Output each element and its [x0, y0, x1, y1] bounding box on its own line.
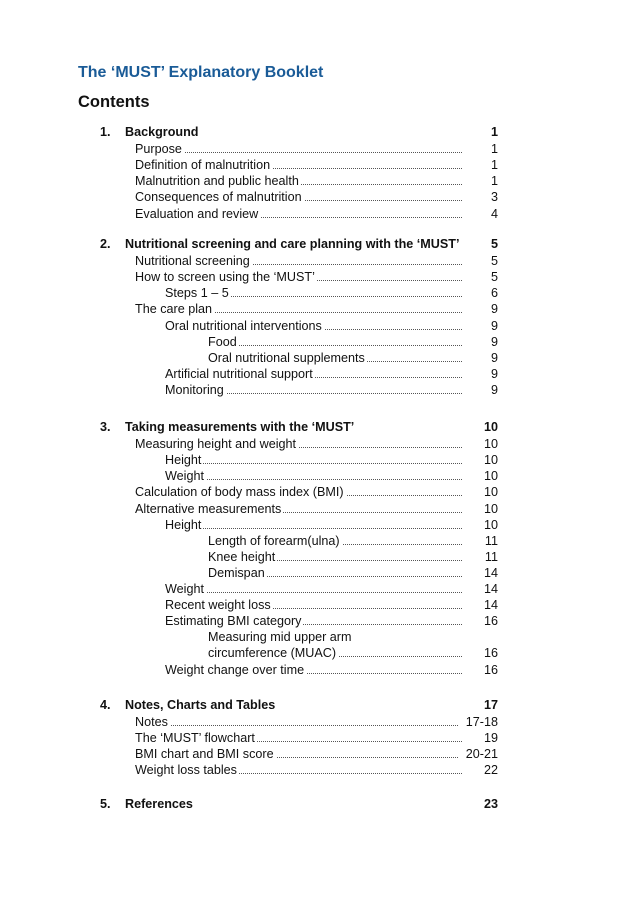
toc-section-row[interactable]: [0, 697, 638, 713]
toc-section-row[interactable]: [0, 419, 638, 435]
page-number: 11: [484, 549, 498, 564]
page-number: 14: [483, 582, 498, 596]
page-number: 16: [483, 662, 498, 677]
page-number: 10: [483, 437, 498, 452]
toc-entry-row[interactable]: [0, 597, 638, 613]
entry-title: Food: [208, 334, 237, 349]
page-number: 3: [490, 190, 498, 205]
page-number: 1: [490, 125, 498, 139]
page-number: 10: [483, 517, 498, 532]
page-number: 6: [490, 286, 498, 301]
booklet-title: The ‘MUST’ Explanatory Booklet: [78, 64, 324, 81]
toc-entry-row[interactable]: [0, 157, 638, 173]
toc-entry-row[interactable]: [0, 746, 638, 762]
toc-entry-row[interactable]: [0, 549, 638, 565]
dot-leader: [165, 463, 462, 464]
dot-leader: [135, 152, 462, 153]
entry-title: Steps 1 – 5: [165, 286, 229, 301]
dot-leader: [165, 592, 462, 593]
page-number: 14: [483, 598, 498, 613]
page-number: 10: [483, 453, 498, 468]
page-number: 1: [490, 174, 498, 189]
toc-entry-row[interactable]: [0, 301, 638, 317]
entry-title: Consequences of malnutrition: [135, 190, 302, 205]
page-number: 23: [483, 797, 498, 811]
entry-title: Oral nutritional supplements: [208, 350, 365, 365]
toc-entry-row[interactable]: [0, 662, 638, 678]
entry-title: Nutritional screening: [135, 254, 250, 269]
page-number: 22: [483, 763, 498, 778]
page-number: 9: [490, 350, 498, 365]
page-number: 1: [490, 158, 498, 173]
page-number: 14: [483, 565, 498, 580]
toc-entry-row[interactable]: [0, 452, 638, 468]
entry-title: Recent weight loss: [165, 598, 271, 613]
entry-title: Demispan: [208, 565, 265, 580]
entry-title: Notes: [135, 715, 168, 730]
dot-leader: [165, 479, 462, 480]
entry-title: Weight: [165, 582, 204, 596]
entry-title: Evaluation and review: [135, 206, 259, 221]
entry-title: Estimating BMI category: [165, 614, 302, 629]
toc-entry-row[interactable]: [0, 350, 638, 366]
toc-entry-row[interactable]: [0, 714, 638, 730]
page-number: 17: [483, 698, 498, 712]
toc-entry-row[interactable]: [0, 318, 638, 334]
page-number: 9: [490, 366, 498, 381]
entry-title: Artificial nutritional support: [165, 366, 313, 381]
toc-entry-row[interactable]: [0, 501, 638, 517]
section-title: Taking measurements with the ‘MUST’: [125, 420, 355, 434]
section-title: Notes, Charts and Tables: [125, 698, 276, 712]
section-number: 3.: [100, 420, 111, 434]
toc-entry-row[interactable]: [0, 206, 638, 222]
page-number: 9: [490, 334, 498, 349]
toc-entry-row[interactable]: [0, 382, 638, 398]
toc-entry-row[interactable]: [0, 484, 638, 500]
page-number: 16: [483, 646, 498, 661]
dot-leader: [208, 345, 462, 346]
section-number: 2.: [100, 237, 111, 251]
section-title: Nutritional screening and care planning with the ‘MUST’: [125, 237, 460, 251]
page-number: 20-21: [465, 747, 498, 762]
toc-entry-row-continued[interactable]: [0, 645, 638, 661]
toc-entry-row[interactable]: [0, 629, 638, 645]
entry-title-continued: circumference (MUAC): [208, 646, 337, 661]
toc-entry-row[interactable]: [0, 285, 638, 301]
toc-entry-row[interactable]: [0, 189, 638, 205]
page-number: 10: [483, 501, 498, 516]
toc-entry-row[interactable]: [0, 141, 638, 157]
entry-title: Alternative measurements: [135, 501, 282, 516]
toc-entry-row[interactable]: [0, 334, 638, 350]
entry-title: Calculation of body mass index (BMI): [135, 485, 344, 500]
page-number: 19: [483, 731, 498, 746]
page-number: 4: [490, 206, 498, 221]
page-number: 16: [483, 614, 498, 629]
toc-section-row[interactable]: [0, 796, 638, 812]
toc-entry-row[interactable]: [0, 613, 638, 629]
section-title: Background: [125, 125, 199, 139]
toc-entry-row[interactable]: [0, 762, 638, 778]
page-number: 10: [483, 485, 498, 500]
entry-title: How to screen using the ‘MUST’: [135, 270, 315, 285]
section-number: 4.: [100, 698, 111, 712]
entry-title: BMI chart and BMI score: [135, 747, 274, 762]
page-number: 10: [483, 469, 498, 484]
toc-entry-row[interactable]: [0, 366, 638, 382]
section-title: References: [125, 797, 193, 811]
toc-entry-row[interactable]: [0, 173, 638, 189]
toc-entry-row[interactable]: [0, 253, 638, 269]
entry-title: Definition of malnutrition: [135, 158, 271, 173]
entry-title: Measuring mid upper arm: [208, 630, 352, 645]
entry-title: Measuring height and weight: [135, 437, 297, 452]
entry-title: The care plan: [135, 302, 213, 317]
toc-entry-row[interactable]: [0, 436, 638, 452]
section-number: 1.: [100, 125, 111, 139]
toc-section-row[interactable]: [0, 124, 638, 140]
page-number: 5: [490, 237, 498, 251]
entry-title: Weight: [165, 469, 204, 484]
entry-title: Oral nutritional interventions: [165, 318, 322, 333]
entry-title: Weight change over time: [165, 662, 305, 677]
toc-entry-row[interactable]: [0, 468, 638, 484]
toc-entry-row[interactable]: [0, 533, 638, 549]
page-number: 17-18: [465, 715, 498, 730]
entry-title: Height: [165, 453, 202, 468]
toc-entry-row[interactable]: [0, 581, 638, 597]
toc-entry-row[interactable]: [0, 517, 638, 533]
dot-leader: [135, 725, 458, 726]
page-number: 1: [490, 142, 498, 157]
page-number: 9: [490, 318, 498, 333]
entry-title: Purpose: [135, 142, 182, 157]
page-number: 10: [483, 420, 498, 434]
toc-entry-row[interactable]: [0, 269, 638, 285]
page-number: 9: [490, 302, 498, 317]
section-number: 5.: [100, 797, 111, 811]
entry-title: Knee height: [208, 549, 276, 564]
entry-title: Weight loss tables: [135, 763, 237, 778]
toc-entry-row[interactable]: [0, 565, 638, 581]
entry-title: Monitoring: [165, 382, 224, 397]
entry-title: Height: [165, 517, 202, 532]
page-number: 11: [484, 533, 498, 548]
entry-title: Malnutrition and public health: [135, 174, 299, 189]
page-number: 5: [490, 270, 498, 285]
toc-entry-row[interactable]: [0, 730, 638, 746]
entry-title: Length of forearm(ulna): [208, 533, 340, 548]
toc-section-row[interactable]: [0, 236, 638, 252]
dot-leader: [165, 528, 462, 529]
page-number: 9: [490, 382, 498, 397]
page-number: 5: [490, 254, 498, 269]
contents-heading: Contents: [78, 93, 150, 111]
entry-title: The ‘MUST’ flowchart: [135, 731, 255, 746]
